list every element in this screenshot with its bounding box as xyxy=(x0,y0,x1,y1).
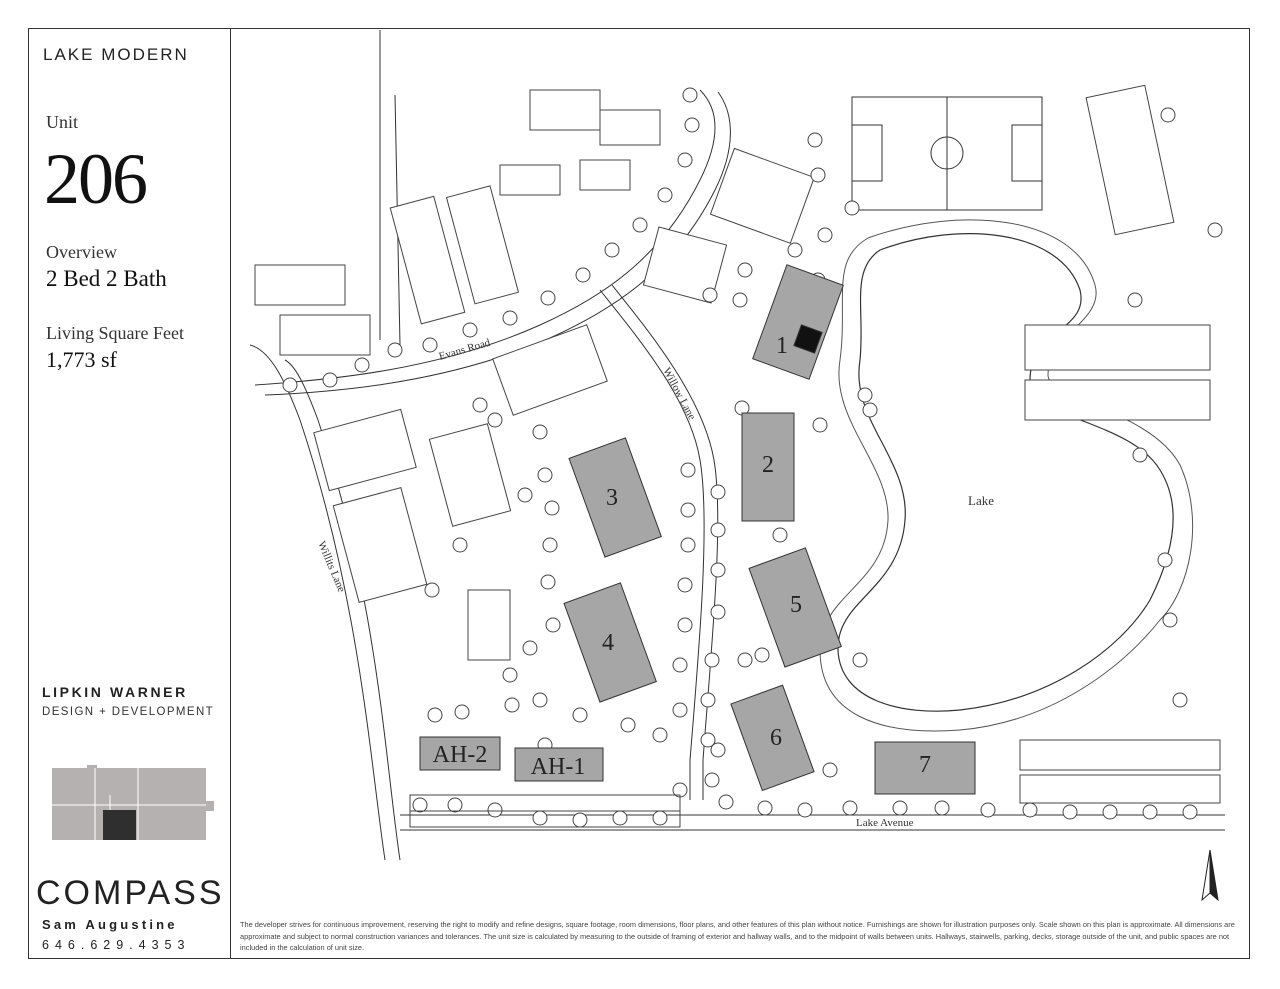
road-label-evans: Evans Road xyxy=(437,336,492,363)
developer-name: LIPKIN WARNER xyxy=(42,684,188,700)
building-label-ah-2: AH-2 xyxy=(432,742,488,768)
existing-buildings xyxy=(255,85,1220,803)
north-arrow xyxy=(1202,850,1218,900)
building-label-1: 1 xyxy=(776,333,788,359)
building-label-5: 5 xyxy=(790,592,802,618)
road-label-willow: Willow Lane xyxy=(660,365,698,422)
unit-label: Unit xyxy=(46,112,79,132)
building-1 xyxy=(753,265,844,379)
lake-shape xyxy=(838,234,1173,712)
building-label-7: 7 xyxy=(919,752,931,778)
building-label-4: 4 xyxy=(602,630,614,656)
agent-name: Sam Augustine xyxy=(42,917,178,932)
building-label-ah-1: AH-1 xyxy=(530,754,586,780)
lake-label: Lake xyxy=(968,493,994,508)
key-plan-unit-highlight xyxy=(103,810,136,840)
broker-logo: COMPASS xyxy=(36,874,225,912)
site-plan-map xyxy=(232,30,1248,910)
key-plan xyxy=(50,765,216,841)
agent-phone: 646.629.4353 xyxy=(42,938,191,952)
building-label-6: 6 xyxy=(770,725,782,751)
living-sf-value: 1,773 sf xyxy=(46,347,117,372)
brand-logo: LAKE MODERN xyxy=(43,45,189,64)
proposed-buildings xyxy=(420,265,975,794)
overview-value: 2 Bed 2 Bath xyxy=(46,266,167,291)
building-label-2: 2 xyxy=(762,452,774,478)
developer-tagline: DESIGN + DEVELOPMENT xyxy=(42,706,215,718)
disclaimer-text: The developer strives for continuous improvement, reserving the right to modify and refine designs, square footage, room dimensions, floor plans, and other features of this plan without notice. Furnishings are shown for illustration purposes only. Scale shown on this plan is approximate. All dimensions are approximate and subject to normal construction variances and tolerances. The unit size is calculated by measuring to the outside of framing of exterior and hallway walls, and to the midpoint of walls between units. Hallways, stairwells, parking, decks, storage outside of the unit, and public spaces are not included in the calculation of unit size. xyxy=(240,920,1235,952)
soccer-field xyxy=(852,97,1042,210)
road-label-willits: Willits Lane xyxy=(315,539,348,595)
building-label-3: 3 xyxy=(606,485,618,511)
road-label-lake-avenue: Lake Avenue xyxy=(856,817,914,829)
living-sf-label: Living Square Feet xyxy=(46,323,184,343)
unit-number: 206 xyxy=(44,139,146,219)
overview-label: Overview xyxy=(46,242,117,262)
